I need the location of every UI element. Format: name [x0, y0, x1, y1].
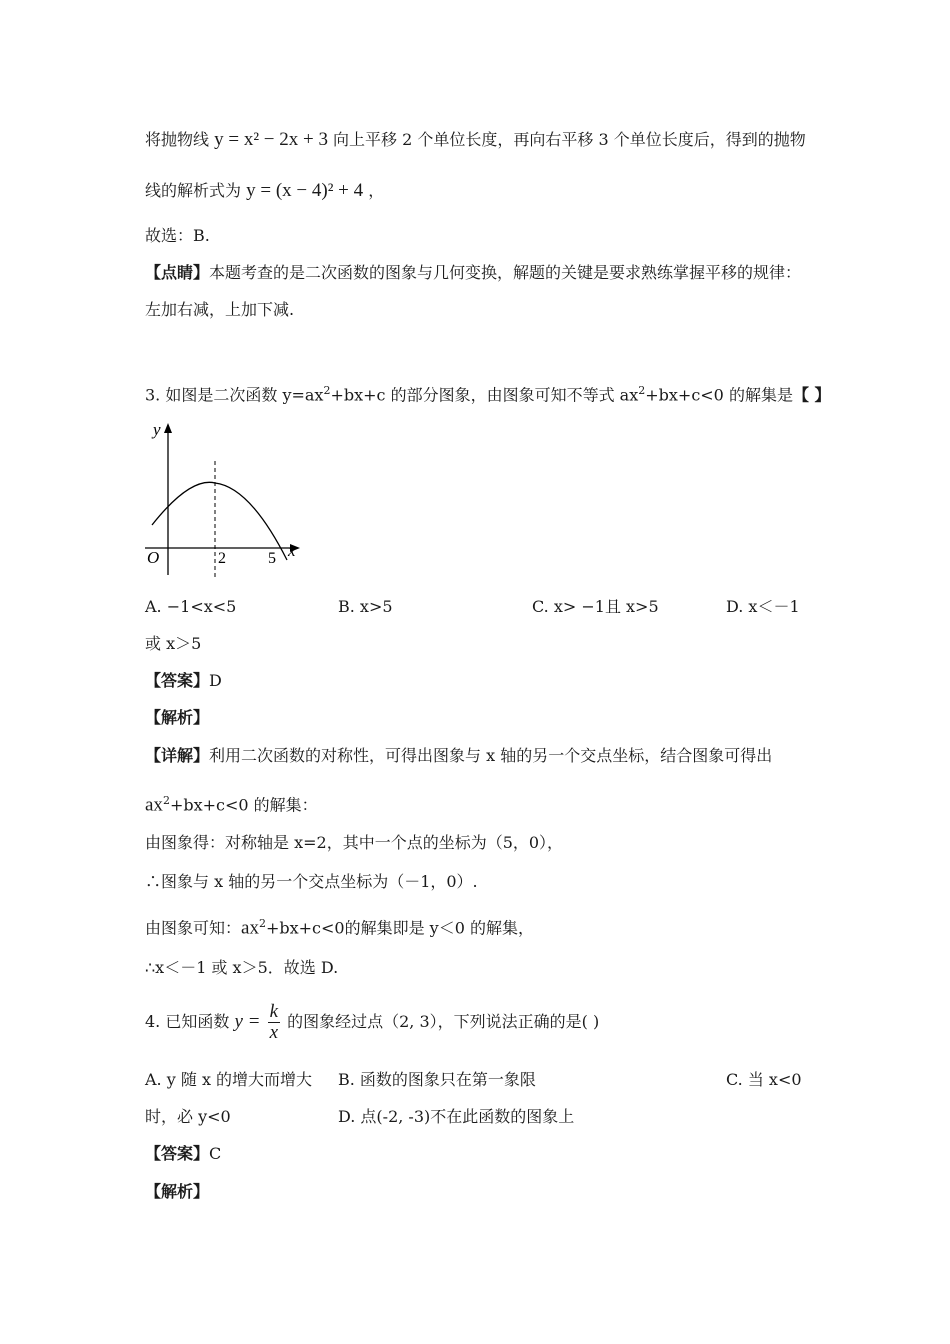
comment-line-2: 左加右减，上加下减.	[145, 300, 295, 319]
detail-line-6: ∴x＜－1 或 x＞5．故选 D.	[145, 958, 339, 977]
equation: y = x² − 2x + 3	[214, 129, 328, 150]
detail-text: 利用二次函数的对称性，可得出图象与 x 轴的另一个交点坐标，结合图象可得出	[209, 746, 773, 765]
answer-bracket: 【 】	[792, 385, 831, 405]
comment-text: 本题考查的是二次函数的图象与几何变换，解题的关键是要求熟练掌握平移的规律：	[209, 263, 802, 282]
superscript: 2	[162, 794, 170, 807]
analysis-tag	[145, 707, 209, 729]
origin-label: O	[147, 548, 160, 567]
fraction	[268, 1002, 280, 1043]
text: ，	[368, 181, 385, 200]
option-d: D. 点(-2, -3)不在此函数的图象上	[338, 1107, 575, 1126]
analysis-label: 【解析】	[145, 708, 210, 727]
parabola-graph	[140, 415, 310, 585]
answer-tag: 【答案】	[145, 671, 210, 690]
text: 向上平移 2 个单位长度，再向右平移 3 个单位长度后，得到的抛物	[333, 130, 806, 149]
text: 由图象可知：	[145, 918, 242, 938]
comment-line	[145, 262, 801, 284]
superscript: 2	[638, 384, 646, 397]
detail-line-2	[145, 790, 318, 816]
stem-text: 3. 如图是二次函数 y=ax	[145, 385, 324, 405]
detail-line-3: 由图象得：对称轴是 x=2，其中一个点的坐标为（5，0），	[145, 833, 564, 852]
option-c-continued: 时，必 y<0	[145, 1107, 231, 1126]
tick-label-5: 5	[268, 550, 276, 567]
text: +bx+c<0 的解集：	[169, 795, 318, 815]
superscript: 2	[323, 384, 331, 397]
text: 将抛物线	[145, 130, 210, 149]
comment-tag: 【点睛】	[145, 263, 210, 282]
tick-label-2: 2	[218, 550, 226, 567]
analysis-label: 【解析】	[145, 1182, 210, 1201]
option-c: C. 当 x<0	[726, 1070, 802, 1089]
equation: ax	[241, 917, 259, 939]
numerator: k	[269, 1001, 278, 1022]
y-axis-label: y	[153, 420, 161, 439]
answer-value: C	[209, 1144, 222, 1163]
answer-value: D	[209, 671, 222, 690]
x-axis-label: x	[288, 541, 296, 560]
equation-lhs: y =	[234, 1011, 261, 1032]
stem-text: 4. 已知函数	[145, 1012, 230, 1031]
question-3-stem	[145, 380, 831, 406]
analysis-tag	[145, 1181, 209, 1203]
option-a: A. −1<x<5	[145, 597, 237, 616]
answer-tag: 【答案】	[145, 1144, 210, 1163]
option-c: C. x> −1且 x>5	[532, 597, 659, 616]
equation: ax	[145, 794, 163, 816]
equation-rest: +bx+c<0	[265, 918, 345, 938]
detail-line-5	[145, 913, 534, 939]
y-axis-arrow	[164, 423, 172, 433]
text: 的解集即是 y＜0 的解集，	[344, 918, 534, 938]
question-4-stem	[145, 1002, 599, 1043]
option-a: A. y 随 x 的增大而增大	[145, 1070, 313, 1089]
option-d: D. x＜－1	[726, 597, 800, 616]
detail-line-4: ∴图象与 x 轴的另一个交点坐标为（－1，0）.	[145, 872, 478, 891]
text: 线的解析式为	[145, 181, 242, 200]
option-b: B. 函数的图象只在第一象限	[338, 1070, 536, 1089]
equation: y = (x − 4)² + 4	[246, 180, 364, 201]
superscript: 2	[258, 917, 266, 930]
text-line	[145, 180, 384, 202]
stem-text: +bx+c<0 的解集是	[645, 385, 793, 405]
answer-line	[145, 1143, 221, 1165]
option-d-continued: 或 x＞5	[145, 634, 202, 653]
answer-line	[145, 670, 222, 692]
conclusion-line: 故选：B.	[145, 226, 210, 245]
text-line	[145, 129, 806, 151]
stem-text: 的图象经过点（2, 3），下列说法正确的是( )	[287, 1012, 600, 1031]
detail-line	[145, 745, 772, 767]
stem-text: +bx+c 的部分图象，由图象可知不等式 ax	[330, 385, 639, 405]
option-b: B. x>5	[338, 597, 393, 616]
denominator: x	[269, 1022, 278, 1043]
detail-tag: 【详解】	[145, 746, 210, 765]
